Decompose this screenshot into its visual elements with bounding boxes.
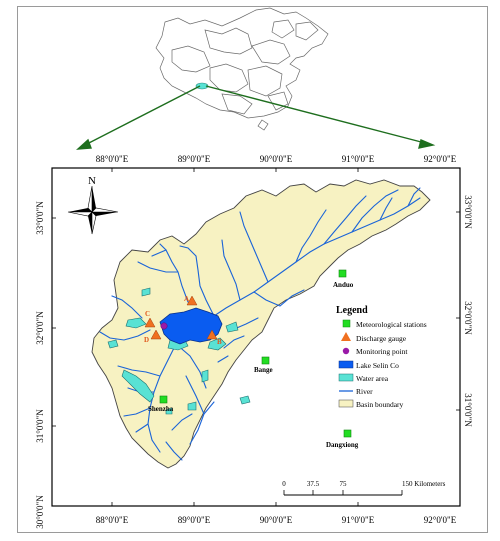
top-lon-tick: 89°0'0"E — [177, 154, 211, 164]
station-dangxiong-marker — [344, 430, 351, 437]
bottom-lon-tick: 89°0'0"E — [177, 515, 211, 525]
left-lat-tick: 32°0'0"N — [35, 311, 45, 345]
legend-label: Lake Selin Co — [356, 361, 399, 370]
locator-arrow-left — [85, 86, 200, 145]
arrowhead-right — [419, 140, 433, 148]
legend-lake-swatch — [339, 361, 353, 368]
legend-label: Basin boundary — [356, 400, 404, 409]
legend-label: Discharge gauge — [356, 334, 407, 343]
right-latitude-ticks — [463, 195, 473, 427]
legend-label: Monitoring point — [356, 347, 408, 356]
bottom-longitude-ticks — [96, 515, 457, 525]
top-lon-tick: 92°0'0"E — [423, 154, 457, 164]
legend-monitoring-swatch — [343, 348, 349, 354]
gauge-label-c: C — [145, 310, 151, 318]
bottom-lon-tick: 88°0'0"E — [95, 515, 129, 525]
top-lon-tick: 91°0'0"E — [341, 154, 375, 164]
gauge-label-a: A — [184, 295, 190, 303]
legend-label: Meteorological stations — [356, 320, 427, 329]
left-lat-tick: 33°0'0"N — [35, 201, 45, 235]
legend-water-swatch — [339, 374, 353, 381]
station-anduo-marker — [339, 270, 346, 277]
arrowhead-left — [78, 140, 91, 149]
scale-label: 150 Kilometers — [402, 480, 446, 488]
legend-label: River — [356, 387, 373, 396]
right-lat-tick: 31°0'0"N — [463, 393, 473, 427]
top-lon-tick: 90°0'0"E — [259, 154, 293, 164]
monitoring-point-marker — [161, 323, 167, 329]
gauge-label-b: B — [217, 338, 222, 346]
legend-station-swatch — [343, 320, 350, 327]
bottom-lon-tick: 90°0'0"E — [259, 515, 293, 525]
station-bange-marker — [262, 357, 269, 364]
station-label-anduo: Anduo — [333, 281, 354, 289]
gauge-label-d: D — [144, 336, 150, 344]
scale-label: 37.5 — [306, 480, 320, 488]
station-label-dangxiong: Dangxiong — [326, 441, 359, 449]
right-lat-tick: 33°0'0"N — [463, 195, 473, 229]
left-lat-tick: 31°0'0"N — [35, 409, 45, 443]
left-lat-tick: 30°0'0"N — [35, 495, 45, 529]
scale-label: 75 — [339, 480, 347, 488]
scale-label: 0 — [282, 480, 286, 488]
legend-title: Legend — [336, 305, 368, 316]
station-shenzha-marker — [160, 396, 167, 403]
legend-basin-swatch — [339, 400, 353, 407]
bottom-lon-tick: 92°0'0"E — [423, 515, 457, 525]
station-label-bange: Bange — [254, 366, 273, 374]
left-latitude-ticks — [35, 201, 45, 529]
bottom-lon-tick: 91°0'0"E — [341, 515, 375, 525]
legend-label: Water area — [356, 374, 389, 383]
right-lat-tick: 32°0'0"N — [463, 301, 473, 335]
top-longitude-ticks — [96, 154, 457, 164]
north-label: N — [88, 175, 96, 187]
top-lon-tick: 88°0'0"E — [95, 154, 129, 164]
station-label-shenzha: Shenzha — [148, 405, 174, 413]
locator-arrow-right — [206, 86, 425, 143]
